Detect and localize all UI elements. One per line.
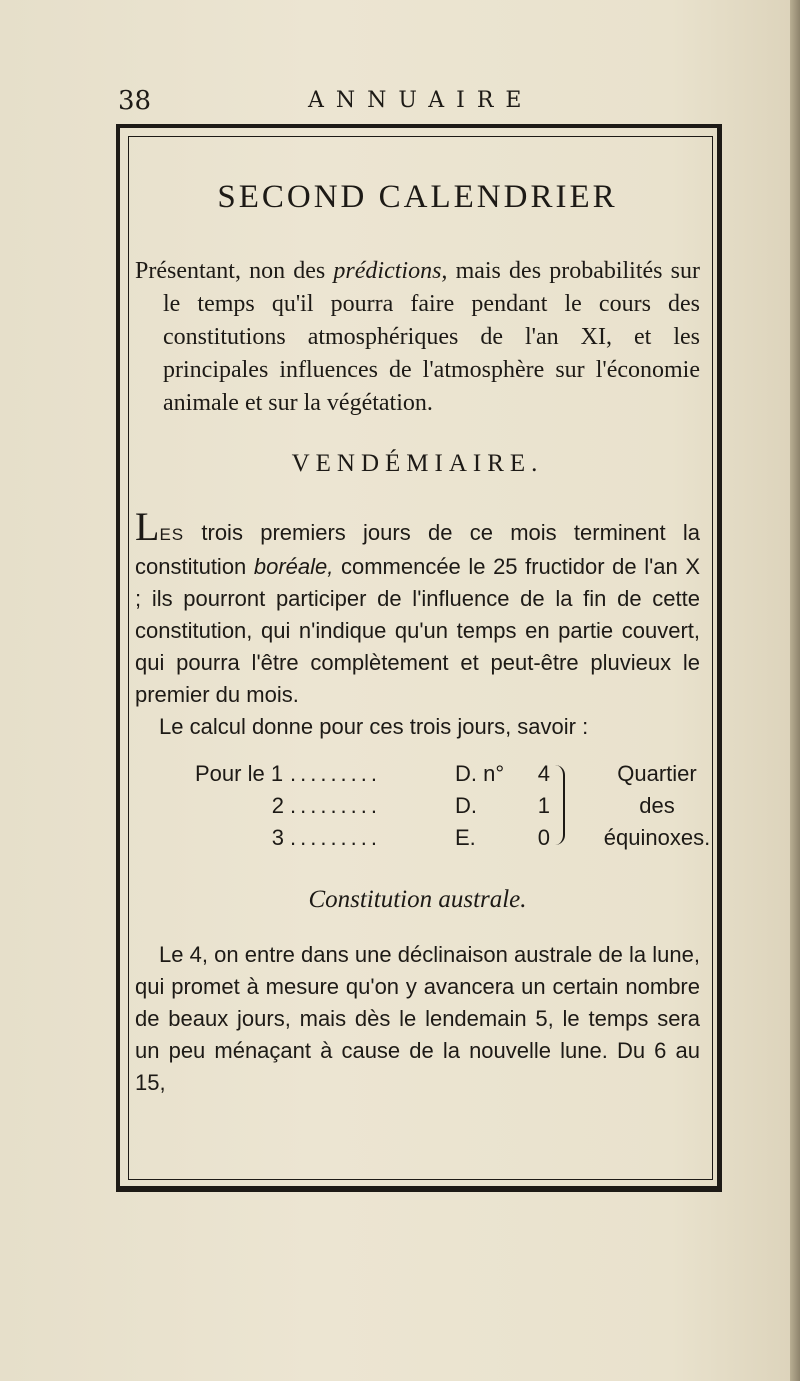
running-head: [118, 86, 718, 126]
paragraph-first: [135, 504, 700, 711]
calc-number: 1: [537, 793, 550, 818]
intro-paragraph: [135, 255, 700, 420]
calc-row-2: [195, 791, 550, 821]
calc-row-1: [195, 759, 550, 789]
calc-letter: D. n°: [455, 761, 505, 786]
calc-letter: D.: [455, 793, 477, 818]
calc-number: 0: [537, 825, 550, 850]
paragraph-second: Le calcul donne pour ces trois jours, savoir :: [159, 714, 589, 739]
quarter-note-line-3: équinoxes.: [603, 825, 711, 850]
calc-row-3: [195, 823, 550, 853]
paragraph-first-text-a: trois premiers jours de ce mois terminent la constitution: [135, 520, 700, 579]
calc-day: 2: [271, 793, 284, 818]
paragraph-first-text-b: commencée le 25 fructidor de l'an X ; ils pourront participer de l'influence de la fin de cette constitution, qui n'indique qu'un temps en partie couvert, qui pourra l'être complètement et peut-être pluvieux le premier du mois.: [135, 554, 700, 707]
page-number: 38: [118, 86, 152, 116]
running-title: ANNUAIRE: [308, 88, 534, 113]
page-edge: [790, 0, 800, 1381]
page-content: [135, 165, 711, 1099]
calc-dots: .........: [290, 793, 382, 818]
section-subheading: Constitution australe.: [308, 886, 527, 913]
calculation-table: [195, 759, 711, 857]
intro-emphasis: prédictions,: [333, 258, 448, 284]
intro-text-after: mais des probabilités sur le temps qu'il pourra faire pendant le cours des constitutions atmosphériques de l'an XI, et les principales influences de l'atmosphère sur l'économie animale et sur la végétation.: [163, 258, 700, 416]
quarter-note-line-2: des: [639, 793, 675, 818]
intro-text-before: Présentant, non des: [135, 258, 334, 284]
paragraph-first-emphasis: boréale,: [253, 554, 334, 579]
calendar-title: SECOND CALENDRIER: [217, 179, 618, 215]
drop-cap: L: [135, 504, 160, 549]
calc-number: 4: [537, 761, 550, 786]
calc-letter: E.: [455, 825, 476, 850]
calc-dots: .........: [290, 761, 382, 786]
calc-dots: .........: [290, 825, 382, 850]
drop-cap-continuation: ES: [159, 525, 185, 544]
calc-day: Pour le 1: [195, 761, 284, 786]
paragraph-third: Le 4, on entre dans une déclinaison australe de la lune, qui promet à mesure qu'on y avancera un certain nombre de beaux jours, mais dès le lendemain 5, le temps sera un peu ménaçant à cause de la nouvelle lune. Du 6 au 15,: [135, 942, 700, 1095]
month-heading: VENDÉMIAIRE.: [291, 450, 544, 477]
quarter-note-line-1: Quartier: [617, 761, 697, 786]
calc-day: 3: [271, 825, 284, 850]
curly-brace: [553, 765, 565, 845]
